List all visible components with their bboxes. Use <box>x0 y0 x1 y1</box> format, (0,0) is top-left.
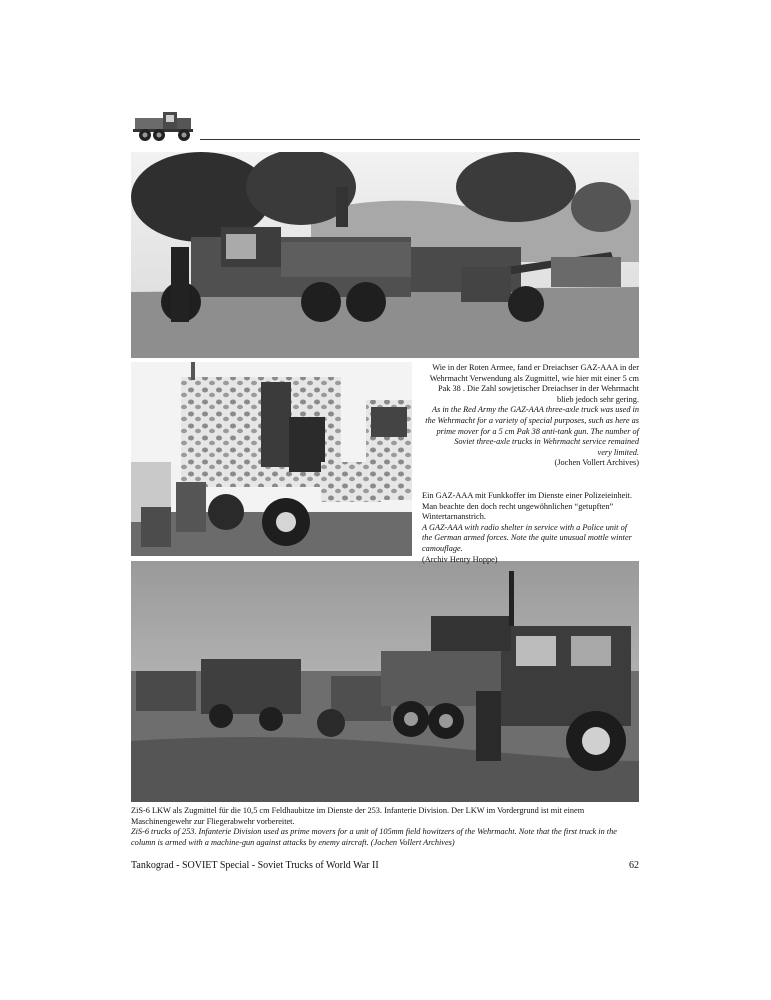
caption-de-line: Wehrmacht Verwendung als Zugmittel, wie hier mit einer 5 cm <box>429 373 639 383</box>
caption-en-line: A GAZ-AAA with radio shelter in service with a Police unit of <box>422 522 628 532</box>
truck-icon <box>133 104 197 142</box>
header-rule <box>200 139 640 140</box>
caption-en-line: prime mover for a 5 cm Pak 38 anti-tank gun. The number of <box>436 426 639 436</box>
footer-publication-title: Tankograd - SOVIET Special - Soviet Trucks of World War II <box>131 860 379 871</box>
caption-en-line: ZiS-6 trucks of 253. Infanterie Division used as prime movers for a unit of 105mm field howitzers of the Wehrmacht. Note that the first truck in the <box>131 827 617 837</box>
caption-de-line: ZiS-6 LKW als Zugmittel für die 10,5 cm Feldhaubitze im Dienste der 253. Infanterie Division. Der LKW im Vordergrund ist mit einem <box>131 806 585 815</box>
caption-de-line: Maschinengewehr zur Fliegerabwehr vorbereitet. <box>131 816 295 826</box>
caption-en-line: column is armed with a machine-gun against attacks by enemy aircraft. (Jochen Vollert Archives) <box>131 837 455 847</box>
photo-gaz-aaa-radio-shelter <box>131 362 412 556</box>
caption-photo3 <box>131 806 639 848</box>
caption-de-line: Ein GAZ-AAA mit Funkkoffer im Dienste einer Polizeieinheit. <box>422 491 632 500</box>
caption-photo1 <box>418 363 639 469</box>
photo-zis6-column <box>131 561 639 802</box>
caption-de-line: Wie in der Roten Armee, fand er Dreiachser GAZ-AAA in der <box>432 363 639 372</box>
photo-gaz-aaa-pak38 <box>131 152 639 358</box>
caption-en-line: very limited. <box>597 447 639 457</box>
caption-en-line: As in the Red Army the GAZ-AAA three-axle truck was used in <box>432 405 639 415</box>
caption-de-line: Man beachte den doch recht ungewöhnlichen “getupften” <box>422 501 614 511</box>
caption-en-line: the German armed forces. Note the quite unusual mottle winter <box>422 533 632 543</box>
caption-en-line: the Wehrmacht for a variety of special purposes, such as here as <box>425 415 639 425</box>
caption-photo2 <box>422 491 639 565</box>
caption-credit: (Archiv Henry Hoppe) <box>422 554 498 564</box>
caption-de-line: Wintertarnanstrich. <box>422 512 486 522</box>
caption-de-line: Pak 38 . Die Zahl sowjetischer Dreiachser in der Wehrmacht <box>437 384 639 394</box>
caption-credit: (Jochen Vollert Archives) <box>554 458 639 468</box>
caption-en-line: Soviet three-axle trucks in Wehrmacht service remained <box>454 437 639 447</box>
page-number: 62 <box>629 860 639 871</box>
caption-en-line: camouflage. <box>422 543 463 553</box>
caption-de-line: blieb jedoch sehr gering. <box>556 394 639 404</box>
